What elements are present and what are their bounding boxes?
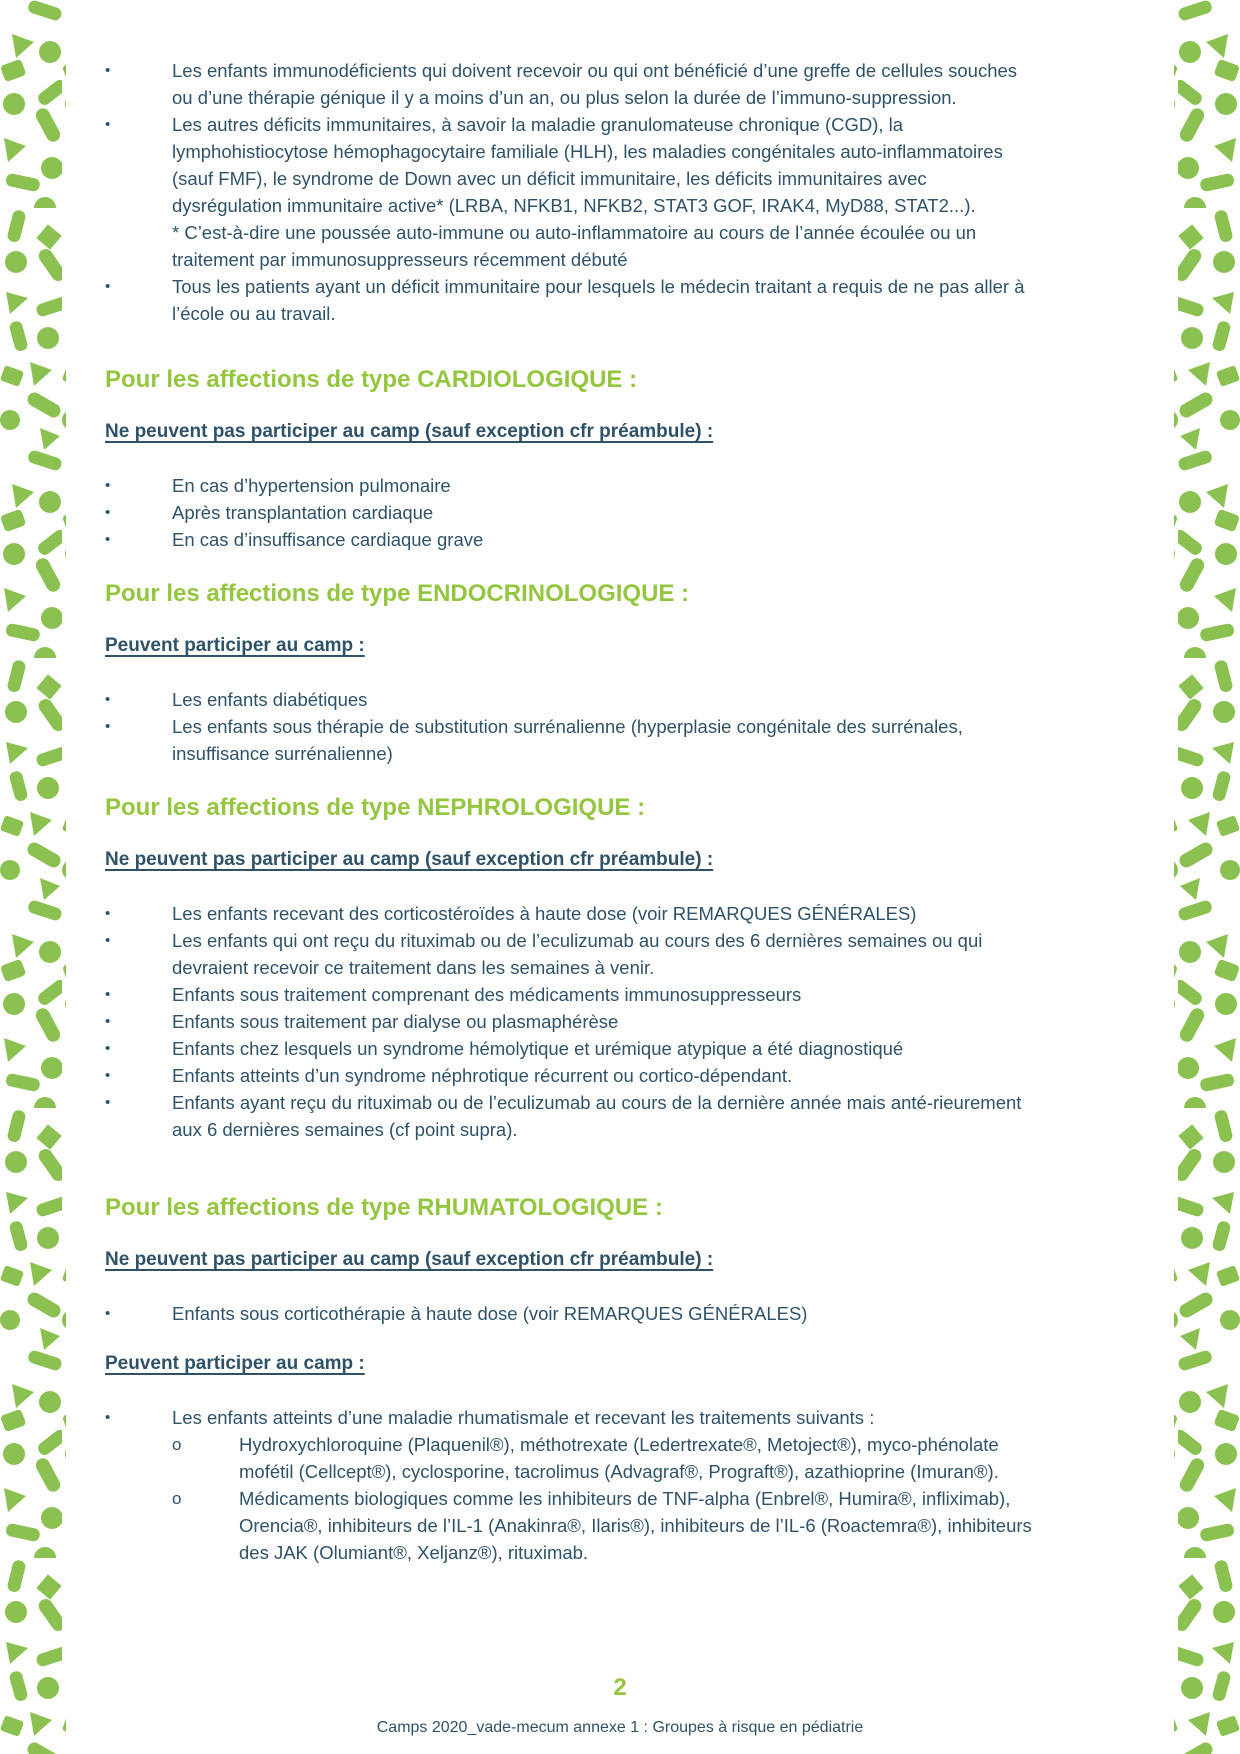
bullet-marker: •: [105, 718, 111, 735]
bullet-marker: •: [105, 1067, 111, 1084]
section-subheading: Peuvent participer au camp :: [105, 635, 365, 656]
section-nephrologique: [105, 793, 1040, 1143]
section-heading: Pour les affections de type NEPHROLOGIQUE :: [105, 794, 646, 821]
list-item: [105, 1062, 1040, 1089]
bullet-list: [105, 1404, 1040, 1566]
bullet-text: Les enfants qui ont reçu du rituximab ou de l’eculizumab au cours des 6 dernières semaines ou qui devraient recevoir ce traitement dans les semaines à venir.: [172, 930, 983, 978]
section-heading: Pour les affections de type RHUMATOLOGIQUE :: [105, 1194, 663, 1221]
bullet-marker: •: [105, 504, 111, 521]
list-item: [105, 1008, 1040, 1035]
list-item: [105, 1089, 1040, 1143]
list-item: [105, 927, 1040, 981]
list-item: [105, 111, 1040, 273]
confetti-border-left: [0, 0, 66, 1754]
sub-bullet-text: Hydroxychloroquine (Plaquenil®), méthotrexate (Ledertrexate®, Metoject®), myco-phénolate mofétil (Cellcept®), cyclosporine, tacrolimus (Advagraf®, Prograft®), azathioprine (Imuran®).: [239, 1434, 999, 1482]
footer-caption: Camps 2020_vade-mecum annexe 1 : Groupes à risque en pédiatrie: [376, 1719, 864, 1736]
bullet-text: Enfants chez lesquels un syndrome hémolytique et urémique atypique a été diagnostiqué: [172, 1038, 904, 1059]
bullet-text: Enfants sous traitement comprenant des médicaments immunosuppresseurs: [172, 984, 802, 1005]
bullet-marker: •: [105, 62, 111, 79]
list-item: [105, 900, 1040, 927]
sub-bullet-text: Médicaments biologiques comme les inhibiteurs de TNF-alpha (Enbrel®, Humira®, infliximab), Orencia®, inhibiteurs de l’IL-1 (Anakinra®, Ilaris®), inhibiteurs de l’IL-6 (Roactemra®), inhibiteurs des JAK (Olumiant®, Xeljanz®), rituximab.: [239, 1488, 1032, 1563]
sub-list-item: [105, 1431, 1040, 1485]
bullet-text: En cas d’insuffisance cardiaque grave: [172, 529, 484, 550]
intro-bullet-list: [105, 57, 1040, 327]
bullet-text: Les enfants immunodéficients qui doivent recevoir ou qui ont bénéficié d’une greffe de cellules souches ou d’une thérapie génique il y a moins d’un an, ou plus selon la durée de l’immuno-suppression.: [172, 60, 1018, 108]
bullet-list: [105, 686, 1040, 767]
bullet-marker: •: [105, 905, 111, 922]
bullet-text: Enfants ayant reçu du rituximab ou de l’eculizumab au cours de la dernière année mais anté-rieurement aux 6 dernières semaines (cf point supra).: [172, 1092, 1022, 1140]
bullet-marker: •: [105, 116, 111, 133]
bullet-text: Les enfants atteints d’une maladie rhumatismale et recevant les traitements suivants :: [172, 1407, 875, 1428]
list-item: [105, 713, 1040, 767]
bullet-text: Les autres déficits immunitaires, à savoir la maladie granulomateuse chronique (CGD), la lymphohistiocytose hémophagocytaire familiale (HLH), les maladies congénitales auto-inflammatoires (sauf FMF), le syndrome de Down avec un déficit immunitaire, les déficits immunitaires avec dysrégulation immunitaire active* (LRBA, NFKB1, NFKB2, STAT3 GOF, IRAK4, MyD88, STAT2...).: [172, 114, 1003, 216]
bullet-text: Les enfants sous thérapie de substitution surrénalienne (hyperplasie congénitale des surrénales, insuffisance surrénalienne): [172, 716, 963, 764]
bullet-marker: •: [105, 1409, 111, 1426]
section-heading: Pour les affections de type ENDOCRINOLOGIQUE :: [105, 580, 690, 607]
bullet-marker: •: [105, 986, 111, 1003]
bullet-text: Tous les patients ayant un déficit immunitaire pour lesquels le médecin traitant a requis de ne pas aller à l’école ou au travail.: [172, 276, 1025, 324]
bullet-text: Enfants atteints d’un syndrome néphrotique récurrent ou cortico-dépendant.: [172, 1065, 793, 1086]
section-heading: Pour les affections de type CARDIOLOGIQUE :: [105, 366, 638, 393]
sub-list-item: [105, 1485, 1040, 1566]
page-number: 2: [613, 1674, 627, 1701]
bullet-list: [105, 900, 1040, 1143]
bullet-marker: •: [105, 477, 111, 494]
bullet-text: Enfants sous corticothérapie à haute dose (voir REMARQUES GÉNÉRALES): [172, 1303, 808, 1324]
bullet-text: Après transplantation cardiaque: [172, 502, 434, 523]
footnote-text: * C’est-à-dire une poussée auto-immune ou auto-inflammatoire au cours de l’année écoulée ou un traitement par immunosuppresseurs récemment débuté: [172, 222, 977, 270]
bullet-text: Les enfants diabétiques: [172, 689, 368, 710]
bullet-list: [105, 472, 1040, 553]
bullet-marker: •: [105, 531, 111, 548]
bullet-list: [105, 1300, 1040, 1327]
bullet-marker: •: [105, 1040, 111, 1057]
bullet-marker: •: [105, 691, 111, 708]
bullet-marker: •: [105, 278, 111, 295]
bullet-text: Les enfants recevant des corticostéroïdes à haute dose (voir REMARQUES GÉNÉRALES): [172, 903, 917, 924]
bullet-marker: •: [105, 932, 111, 949]
section-cardiologique: [105, 365, 1040, 553]
bullet-text: En cas d’hypertension pulmonaire: [172, 475, 451, 496]
list-item: [105, 499, 1040, 526]
list-item: [105, 981, 1040, 1008]
list-item: [105, 686, 1040, 713]
list-item: [105, 1404, 1040, 1431]
confetti-border-right: [1174, 0, 1240, 1754]
section-subheading: Ne peuvent pas participer au camp (sauf exception cfr préambule) :: [105, 849, 714, 870]
bullet-marker: •: [105, 1013, 111, 1030]
list-item: [105, 472, 1040, 499]
section-subheading: Peuvent participer au camp :: [105, 1353, 365, 1374]
sub-bullet-marker: o: [172, 1489, 182, 1508]
bullet-marker: •: [105, 1305, 111, 1322]
sub-bullet-marker: o: [172, 1435, 182, 1454]
list-item: [105, 1035, 1040, 1062]
list-item: [105, 526, 1040, 553]
bullet-text: Enfants sous traitement par dialyse ou plasmaphérèse: [172, 1011, 619, 1032]
list-item: [105, 273, 1040, 327]
section-rhumatologique: [105, 1193, 1040, 1566]
list-item: [105, 57, 1040, 111]
list-item: [105, 1300, 1040, 1327]
bullet-marker: •: [105, 1094, 111, 1111]
page-content: [105, 57, 1040, 1566]
section-subheading: Ne peuvent pas participer au camp (sauf exception cfr préambule) :: [105, 1249, 714, 1270]
section-subheading: Ne peuvent pas participer au camp (sauf exception cfr préambule) :: [105, 421, 714, 442]
section-endocrinologique: [105, 579, 1040, 767]
